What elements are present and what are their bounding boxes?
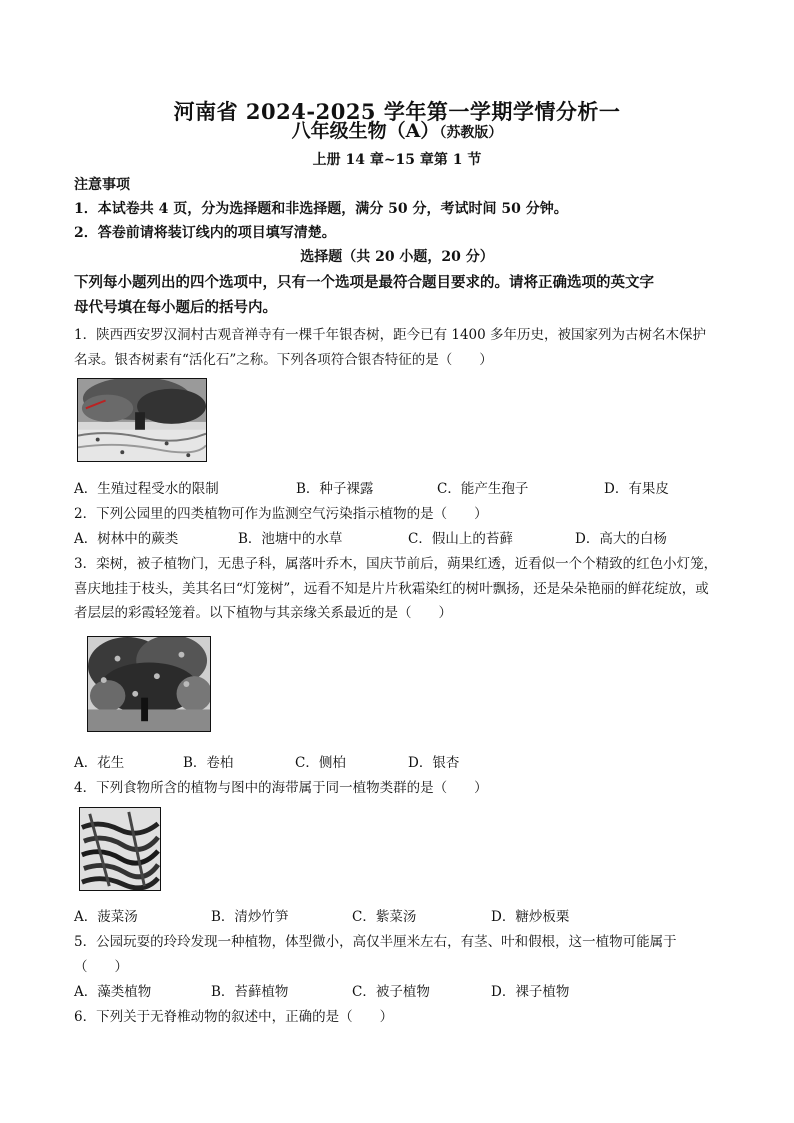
question-5-line-1: 5．公园玩耍的玲玲发现一种植物，体型微小，高仅半厘米左右，有茎、叶和假根，这一植物可能属于 — [74, 934, 677, 950]
exam-title: 河南省 2024-2025 学年第一学期学情分析一 — [173, 99, 621, 124]
section-instruction-line-2: 母代号填在每小题后的括号内。 — [74, 299, 277, 316]
question-4-option-a: A．菠菜汤 — [74, 909, 138, 925]
question-1-option-d: D．有果皮 — [604, 481, 669, 497]
question-5-line-2: （ ） — [74, 959, 128, 975]
question-1-option-b: B．种子裸露 — [296, 481, 374, 497]
question-1-line-2: 名录。银杏树素有“活化石”之称。下列各项符合银杏特征的是（ ） — [74, 352, 493, 368]
ginkgo-tree-photo — [77, 378, 207, 462]
question-3-option-b: B．卷柏 — [183, 755, 234, 771]
notes-heading: 注意事项 — [74, 177, 130, 193]
exam-scope: 上册 14 章~15 章第 1 节 — [312, 152, 482, 168]
kelp-photo — [79, 807, 161, 891]
question-4-line-1: 4．下列食物所含的植物与图中的海带属于同一植物类群的是（ ） — [74, 780, 488, 796]
question-4-option-b: B．清炒竹笋 — [211, 909, 289, 925]
question-3-line-2: 喜庆地挂于枝头，美其名曰“灯笼树”，远看不知是片片秋霜染红的树叶飘扬，还是朵朵艳丽的鲜花绽放，或 — [74, 581, 709, 597]
question-6-line-1: 6．下列关于无脊椎动物的叙述中，正确的是（ ） — [74, 1009, 394, 1025]
section-instruction-line-1: 下列每小题列出的四个选项中，只有一个选项是最符合题目要求的。请将正确选项的英文字 — [74, 274, 654, 291]
question-2-option-d: D．高大的白杨 — [575, 531, 667, 547]
question-3-option-d: D．银杏 — [408, 755, 460, 771]
exam-subtitle — [0, 116, 794, 143]
edition-label: （苏教版） — [439, 125, 503, 141]
question-2-option-b: B．池塘中的水草 — [238, 531, 343, 547]
question-5-option-d: D．裸子植物 — [491, 984, 570, 1000]
koelreuteria-tree-photo — [87, 636, 211, 732]
section-title: 选择题（共 20 小题，20 分） — [300, 249, 494, 265]
question-3-line-1: 3．栾树，被子植物门，无患子科，属落叶乔木，国庆节前后，蒴果红透，近看似一个个精致的红色小灯笼， — [74, 556, 718, 572]
question-1-line-1: 1．陕西西安罗汉洞村古观音禅寺有一棵千年银杏树，距今已有 1400 多年历史，被国家列为古树名木保护 — [74, 327, 707, 343]
question-1-option-c: C．能产生孢子 — [437, 481, 529, 497]
question-2-option-c: C．假山上的苔藓 — [408, 531, 513, 547]
question-5-option-b: B．苔藓植物 — [211, 984, 289, 1000]
question-4-option-d: D．糖炒板栗 — [491, 909, 570, 925]
note-item-2: 2．答卷前请将装订线内的项目填写清楚。 — [74, 225, 336, 241]
question-1-option-a: A．生殖过程受水的限制 — [74, 481, 219, 497]
question-2-option-a: A．树林中的蕨类 — [74, 531, 179, 547]
question-5-option-a: A．藻类植物 — [74, 984, 152, 1000]
question-5-option-c: C．被子植物 — [352, 984, 430, 1000]
subject-label: 八年级生物（A） — [291, 120, 440, 142]
question-2-line-1: 2．下列公园里的四类植物可作为监测空气污染指示植物的是（ ） — [74, 506, 488, 522]
question-4-option-c: C．紫菜汤 — [352, 909, 417, 925]
question-3-line-3: 者层层的彩霞轻笼着。以下植物与其亲缘关系最近的是（ ） — [74, 605, 452, 621]
question-3-option-a: A．花生 — [74, 755, 125, 771]
note-item-1: 1．本试卷共 4 页，分为选择题和非选择题，满分 50 分，考试时间 50 分钟。 — [74, 201, 568, 217]
question-3-option-c: C．侧柏 — [295, 755, 346, 771]
